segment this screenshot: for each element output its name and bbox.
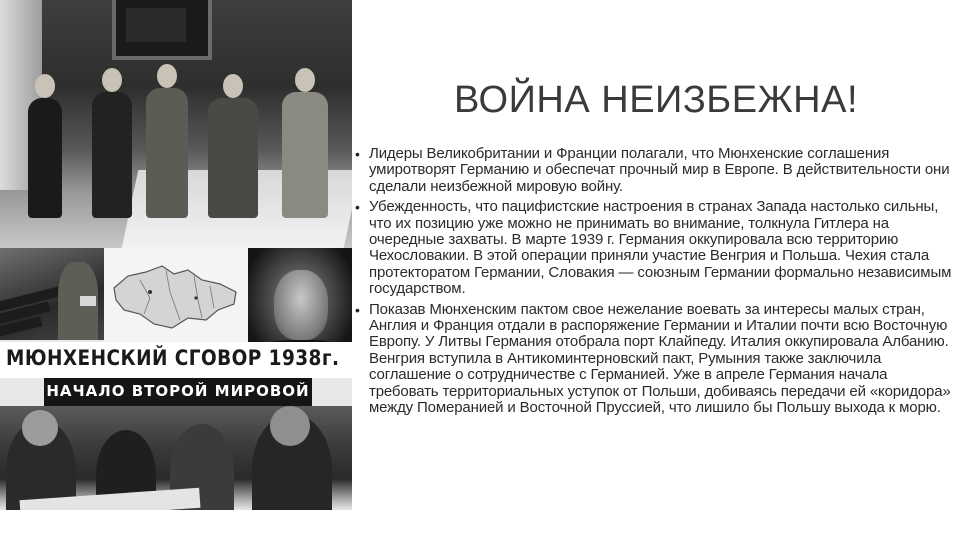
map-outline-icon	[110, 258, 242, 336]
salute-photo	[0, 248, 104, 340]
bullet-list	[352, 146, 952, 421]
bullet-text: Лидеры Великобритании и Франции полагали, что Мюнхенские соглашения умиротворят Германию и обеспечат прочный мир в Европе. В действительности они сделали неизбежной мировую войну.	[369, 145, 950, 195]
czechoslovakia-map	[104, 248, 248, 342]
figure-chamberlain	[28, 98, 62, 218]
banner-title: МЮНХЕНСКИЙ СГОВОР 1938г.	[6, 346, 340, 370]
figure-ciano	[282, 92, 328, 218]
signing-photo	[0, 406, 352, 510]
bullet-item	[352, 199, 952, 297]
banner-subtitle: НАЧАЛО ВТОРОЙ МИРОВОЙ	[46, 382, 310, 400]
bullet-icon: •	[355, 301, 360, 318]
banner-title-band	[0, 342, 352, 378]
munich-leaders-photo	[0, 0, 352, 248]
figure-hitler	[146, 88, 188, 218]
figure-mussolini	[208, 98, 258, 218]
bullet-item	[352, 146, 952, 195]
banner-subtitle-band	[44, 378, 312, 406]
bullet-item	[352, 302, 952, 417]
photo-collage	[0, 0, 352, 510]
bullet-text: Убежденность, что пацифистские настроения в странах Запада настолько сильны, что их позицию уже можно не принимать во внимание, толкнула Гитлера на очередные захваты. В марте 1939 г. Германия оккупировала всю территорию Чехословакии. В этой операции приняли участие Венгрия и Польша. Чехия стала протекторатом Германии, Словакия — союзным Германии формально независимым государством.	[369, 198, 952, 298]
bullet-icon: •	[355, 199, 360, 216]
armband	[80, 296, 96, 306]
slide-title: ВОЙНА НЕИЗБЕЖНА!	[453, 79, 859, 122]
bullet-icon: •	[355, 146, 360, 162]
figure-daladier	[92, 92, 132, 218]
wall-painting	[112, 0, 212, 60]
bullet-text: Показав Мюнхенским пактом свое нежелание воевать за интересы малых стран, Англия и Франция отдали в распоряжение Германии и Италии почти всю Восточную Европу. У Литвы Германия отобрала порт Клайпеду. Италия оккупировала Албанию. Венгрия вступила в Антикоминтерновский пакт, Румыния также заключила соглашение о сотрудничестве с Германией. Уже в апреле Германия начала требовать территориальных уступок от Польши, добиваясь передачи ей «коридора» между Померанией и Восточной Пруссией, что лишило бы Польшу выхода к морю.	[369, 300, 951, 417]
